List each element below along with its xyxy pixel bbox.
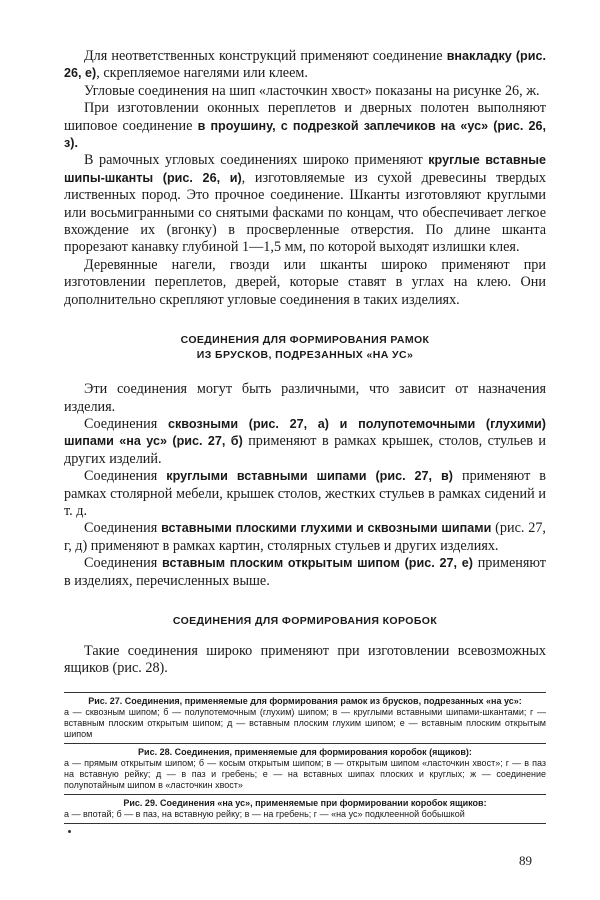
text-run: Соединения: [84, 555, 163, 572]
boxes-paragraphs: [64, 643, 546, 678]
section-heading-frames: [64, 333, 546, 363]
bold-term: вставным плоским открытым шипом (рис. 27, е): [162, 556, 473, 571]
text-run: применяют в рамках крышек, столов, стульев и других изделий.: [64, 433, 546, 467]
text-run: Такие соединения широко применяют при изготовлении всевозможных ящиков (рис. 28).: [64, 642, 546, 677]
frames-paragraphs: [64, 381, 546, 590]
text-run: применяют в изделиях, перечисленных выше.: [64, 555, 546, 589]
paragraph: [64, 257, 546, 309]
figure-caption: [64, 692, 546, 743]
paragraph: [64, 100, 546, 152]
text-run: Для неответственных конструкций применяют соединение: [84, 48, 447, 64]
figure-caption: [64, 743, 546, 794]
page-number: 89: [519, 852, 532, 868]
section-heading-line: СОЕДИНЕНИЯ ДЛЯ ФОРМИРОВАНИЯ КОРОБОК: [172, 614, 438, 627]
paragraph: [64, 520, 546, 555]
caption-title: Рис. 28. Соединения, применяемые для формирования коробок (ящиков):: [138, 746, 472, 757]
figure-captions: [64, 692, 546, 824]
text-run: (рис. 27, г, д) применяют в рамках картин, столярных стульев и других изделиях.: [64, 520, 546, 554]
caption-description: а — впотай; б — в паз, на вставную рейку; в — на гребень; г — «на ус» подклеенной бобышкой: [64, 808, 465, 819]
paragraph: [64, 152, 546, 256]
text-run: Деревянные нагели, гвозди или шканты широко применяют при изготовлении переплетов, дверей, которые ставят в углах на клею. Они дополнительно скрепляют угловые соединения в таких изделиях.: [64, 256, 546, 308]
caption-title: Рис. 27. Соединения, применяемые для формирования рамок из брусков, подрезанных «на ус»:: [88, 695, 522, 706]
paragraph: [64, 416, 546, 468]
print-speck: [68, 830, 71, 833]
section-heading-boxes: [64, 614, 546, 629]
text-run: , скрепляемое нагелями или клеем.: [96, 65, 308, 82]
text-run: В рамочных угловых соединениях широко применяют: [84, 152, 429, 169]
bold-term: круглыми вставными шипами (рис. 27, в): [166, 469, 453, 484]
paragraph: [64, 555, 546, 590]
caption-title: Рис. 29. Соединения «на ус», применяемые при формировании коробок ящиков:: [123, 797, 487, 808]
text-run: Соединения: [84, 468, 167, 485]
bold-term: внакладку (рис. 26, е): [64, 49, 546, 81]
paragraph: [64, 48, 546, 83]
paragraph: [64, 468, 546, 520]
paragraph: [64, 83, 546, 100]
paragraph: [64, 643, 546, 678]
paragraph: [64, 381, 546, 416]
section-heading-line: СОЕДИНЕНИЯ ДЛЯ ФОРМИРОВАНИЯ РАМОК: [180, 334, 430, 347]
section-heading-line: ИЗ БРУСКОВ, ПОДРЕЗАННЫХ «НА УС»: [196, 349, 414, 362]
bold-term: круглые вставные шипы-шканты (рис. 26, и): [64, 153, 546, 185]
caption-description: а — прямым открытым шипом; б — косым открытым шипом; в — открытым шипом «ласточкин хвост»; г — в паз на вставную рейку; д — в паз и гребень; е — на вставных шипах плоских и круглых; ж — соединение полупотайным шипом в «ласточкин хвост»: [64, 757, 546, 790]
text-run: , изготовляемые из сухой древесины твердых лиственных пород. Это прочное соединение. Шканты изготовляют круглыми или восьмигранными со снятыми фасками по концам, что обеспечивает легкое вхождение их (вгонку) в просверленные отверстия. По длине шканта прорезают канавку глубиной 1—1,5 мм, по которой выходят излишки клея.: [64, 169, 546, 256]
caption-description: а — сквозным шипом; б — полупотемочным (глухим) шипом; в — круглыми вставными шипами-шкантами; г — вставным плоским открытым шипом; д — вставным плоским глухим шипом; е — вставным плоским открытым шипом: [64, 706, 546, 739]
text-run: Эти соединения могут быть различными, что зависит от назначения изделия.: [64, 381, 546, 415]
text-run: При изготовлении оконных переплетов и дверных полотен выполняют шиповое соединение: [64, 100, 546, 134]
text-run: Соединения: [84, 520, 162, 537]
text-run: Угловые соединения на шип «ласточкин хвост» показаны на рисунке 26, ж.: [84, 82, 540, 99]
intro-paragraphs: [64, 48, 546, 309]
text-run: применяют в рамках столярной мебели, крышек столов, жестких стульев в рамках сидений и т. д.: [64, 468, 546, 519]
bold-term: в проушину, с подрезкой заплечиков на «ус» (рис. 26, з).: [64, 118, 546, 151]
text-run: Соединения: [84, 415, 168, 432]
bold-term: сквозными (рис. 27, а) и полупотемочными (глухими) шипами «на ус» (рис. 27, б): [64, 416, 546, 449]
bold-term: вставными плоскими глухими и сквозными шипами: [161, 521, 492, 536]
figure-caption: [64, 794, 546, 824]
